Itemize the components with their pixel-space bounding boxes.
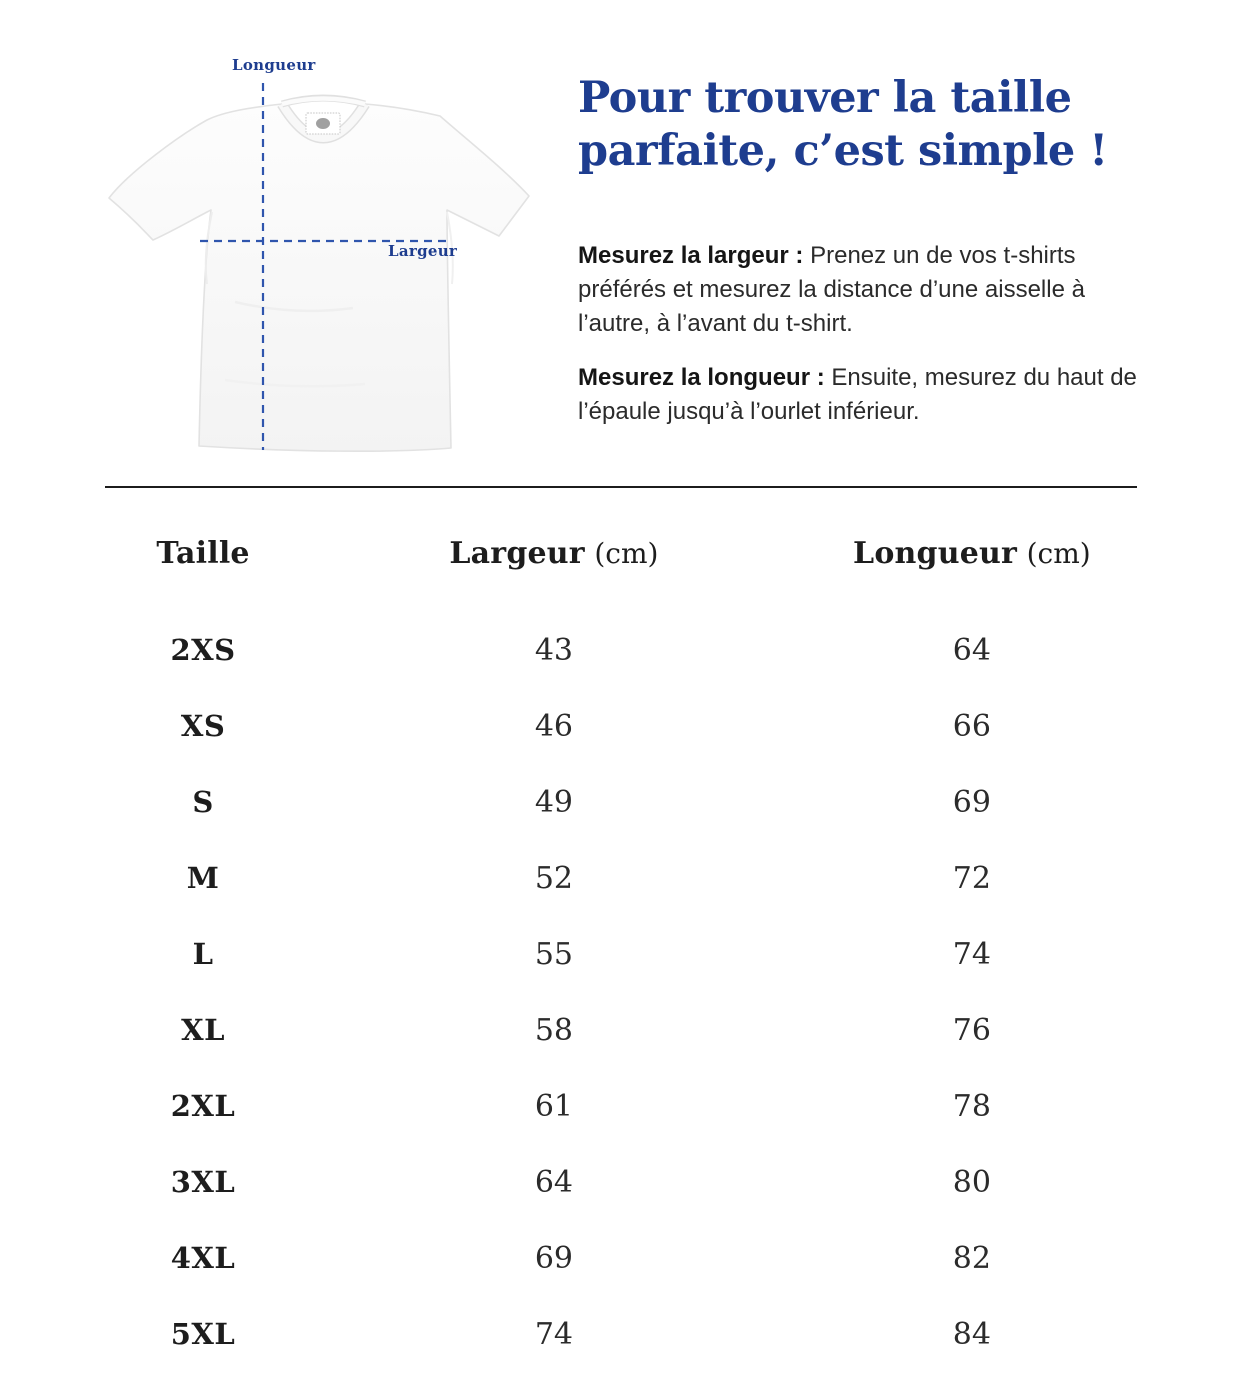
measure-width-text: Prenez un de vos t-shirts préférés et mesurez la distance d’une aisselle à l’autre, à l’avant du t-shirt. bbox=[578, 242, 1085, 337]
section-divider bbox=[105, 486, 1137, 488]
largeur-label: Largeur bbox=[388, 242, 458, 260]
size-label: S bbox=[192, 785, 214, 819]
longueur-value: 74 bbox=[952, 936, 991, 972]
page-title-line1: Pour trouver la taille bbox=[578, 73, 1072, 123]
largeur-value: 43 bbox=[534, 632, 573, 668]
largeur-value: 49 bbox=[534, 784, 573, 820]
table-header-row bbox=[105, 528, 1137, 578]
size-label: M bbox=[186, 861, 220, 895]
table-row bbox=[105, 1144, 1137, 1220]
size-label: 4XL bbox=[170, 1241, 236, 1275]
header-longueur-unit: (cm) bbox=[1026, 536, 1091, 570]
largeur-value: 46 bbox=[534, 708, 573, 744]
header-longueur-label: Longueur bbox=[853, 535, 1018, 571]
largeur-value: 58 bbox=[534, 1012, 573, 1048]
size-label: 3XL bbox=[170, 1165, 236, 1199]
table-row bbox=[105, 688, 1137, 764]
table-row bbox=[105, 916, 1137, 992]
page-title-line2: parfaite, c’est simple ! bbox=[578, 126, 1108, 176]
size-label: 2XS bbox=[170, 633, 236, 667]
header-taille-label: Taille bbox=[156, 535, 250, 571]
longueur-value: 72 bbox=[952, 860, 991, 896]
table-row bbox=[105, 840, 1137, 916]
table-row bbox=[105, 1220, 1137, 1296]
tshirt-image bbox=[95, 50, 540, 475]
tshirt-body bbox=[109, 104, 529, 451]
table-row bbox=[105, 1068, 1137, 1144]
largeur-value: 69 bbox=[534, 1240, 573, 1276]
longueur-value: 66 bbox=[952, 708, 991, 744]
longueur-value: 78 bbox=[952, 1088, 991, 1124]
page-title bbox=[578, 72, 1178, 178]
neck-tag-logo bbox=[316, 118, 330, 129]
size-label: XS bbox=[180, 709, 226, 743]
longueur-value: 84 bbox=[952, 1316, 991, 1352]
header-taille bbox=[105, 536, 301, 571]
size-label: 2XL bbox=[170, 1089, 236, 1123]
tshirt-measure-figure bbox=[95, 50, 540, 475]
header-largeur-unit: (cm) bbox=[594, 536, 659, 570]
header-longueur bbox=[807, 536, 1137, 571]
longueur-value: 76 bbox=[952, 1012, 991, 1048]
longueur-value: 82 bbox=[952, 1240, 991, 1276]
size-label: XL bbox=[181, 1013, 225, 1047]
header-largeur bbox=[301, 536, 807, 571]
largeur-value: 74 bbox=[534, 1316, 573, 1352]
table-row bbox=[105, 764, 1137, 840]
header-largeur-label: Largeur bbox=[449, 535, 585, 571]
largeur-value: 55 bbox=[534, 936, 573, 972]
table-row bbox=[105, 1296, 1137, 1372]
measure-length-paragraph bbox=[578, 361, 1160, 429]
table-row bbox=[105, 612, 1137, 688]
largeur-value: 52 bbox=[534, 860, 573, 896]
largeur-value: 64 bbox=[534, 1164, 573, 1200]
longueur-value: 64 bbox=[952, 632, 991, 668]
measure-length-text: Ensuite, mesurez du haut de l’épaule jusqu’à l’ourlet inférieur. bbox=[578, 364, 1137, 425]
longueur-value: 80 bbox=[952, 1164, 991, 1200]
longueur-label: Longueur bbox=[232, 56, 316, 74]
size-label: L bbox=[192, 937, 214, 971]
measure-width-paragraph bbox=[578, 239, 1160, 341]
measure-length-lead: Mesurez la longueur : bbox=[578, 364, 825, 391]
largeur-value: 61 bbox=[534, 1088, 573, 1124]
size-table bbox=[105, 528, 1137, 1372]
measure-width-lead: Mesurez la largeur : bbox=[578, 242, 804, 269]
table-body bbox=[105, 612, 1137, 1372]
longueur-value: 69 bbox=[952, 784, 991, 820]
table-row bbox=[105, 992, 1137, 1068]
size-label: 5XL bbox=[170, 1317, 236, 1351]
